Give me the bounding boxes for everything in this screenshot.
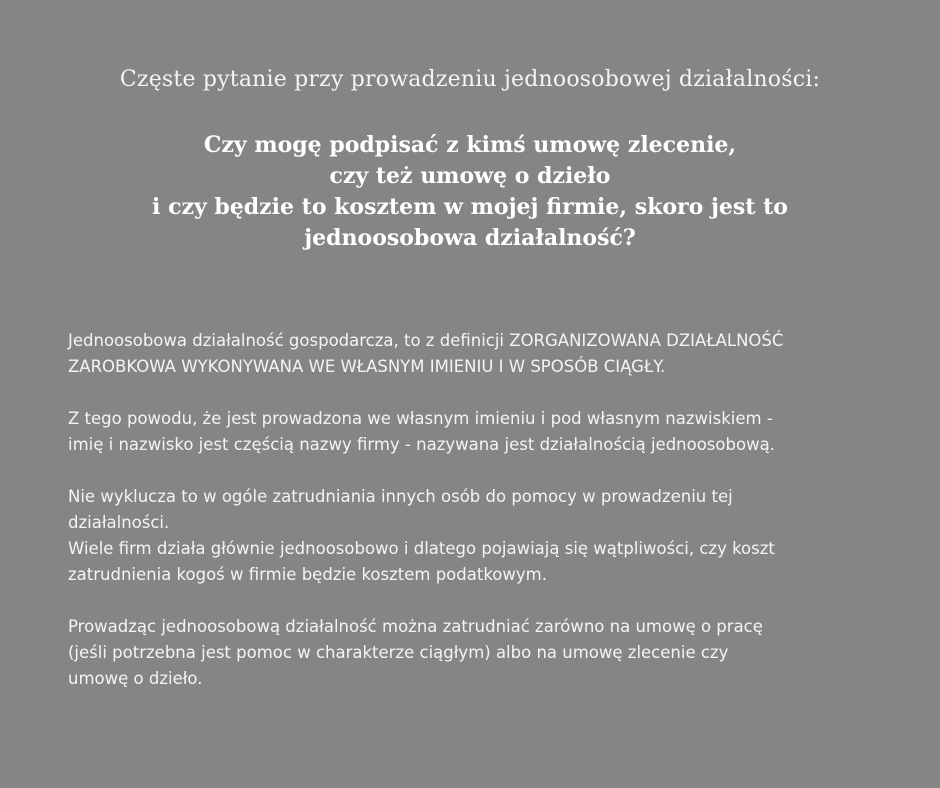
paragraph-name-reason (68, 406, 888, 458)
question-line: czy też umowę o dzieło (329, 163, 611, 189)
question-line: i czy będzie to kosztem w mojej firmie, skoro jest to (152, 194, 788, 220)
paragraph-line: działalności. (68, 513, 170, 532)
paragraph-doubts (68, 536, 888, 588)
question-line: jednoosobowa działalność? (304, 225, 636, 251)
subtitle: Częste pytanie przy prowadzeniu jednoosobowej działalności: (119, 67, 821, 92)
paragraph-line: Jednoosobowa działalność gospodarcza, to z definicji ZORGANIZOWANA DZIAŁALNOŚĆ (68, 331, 784, 350)
paragraph-line: umowę o dzieło. (68, 669, 203, 688)
paragraph-line: imię i nazwisko jest częścią nazwy firmy - nazywana jest działalnością jednoosobową. (68, 435, 775, 454)
paragraph-line: zatrudnienia kogoś w firmie będzie kosztem podatkowym. (68, 565, 547, 584)
paragraph-line: (jeśli potrzebna jest pomoc w charakterze ciągłym) albo na umowę zlecenie czy (68, 643, 729, 662)
paragraph-line: Wiele firm działa głównie jednoosobowo i dlatego pojawiają się wątpliwości, czy koszt (68, 539, 775, 558)
paragraph-line: Prowadząc jednoosobową działalność można zatrudniać zarówno na umowę o pracę (68, 617, 763, 636)
paragraph-line: ZAROBKOWA WYKONYWANA WE WŁASNYM IMIENIU I W SPOSÓB CIĄGŁY. (68, 357, 666, 376)
body-text (68, 328, 888, 718)
question-heading (80, 130, 860, 254)
question-line: Czy mogę podpisać z kimś umowę zlecenie, (203, 132, 737, 158)
paragraph-contract-types (68, 614, 888, 692)
paragraph-line: Nie wyklucza to w ogóle zatrudniania innych osób do pomocy w prowadzeniu tej (68, 487, 733, 506)
paragraph-line: Z tego powodu, że jest prowadzona we własnym imieniu i pod własnym nazwiskiem - (68, 409, 773, 428)
paragraph-employment (68, 484, 888, 536)
paragraph-definition (68, 328, 888, 380)
